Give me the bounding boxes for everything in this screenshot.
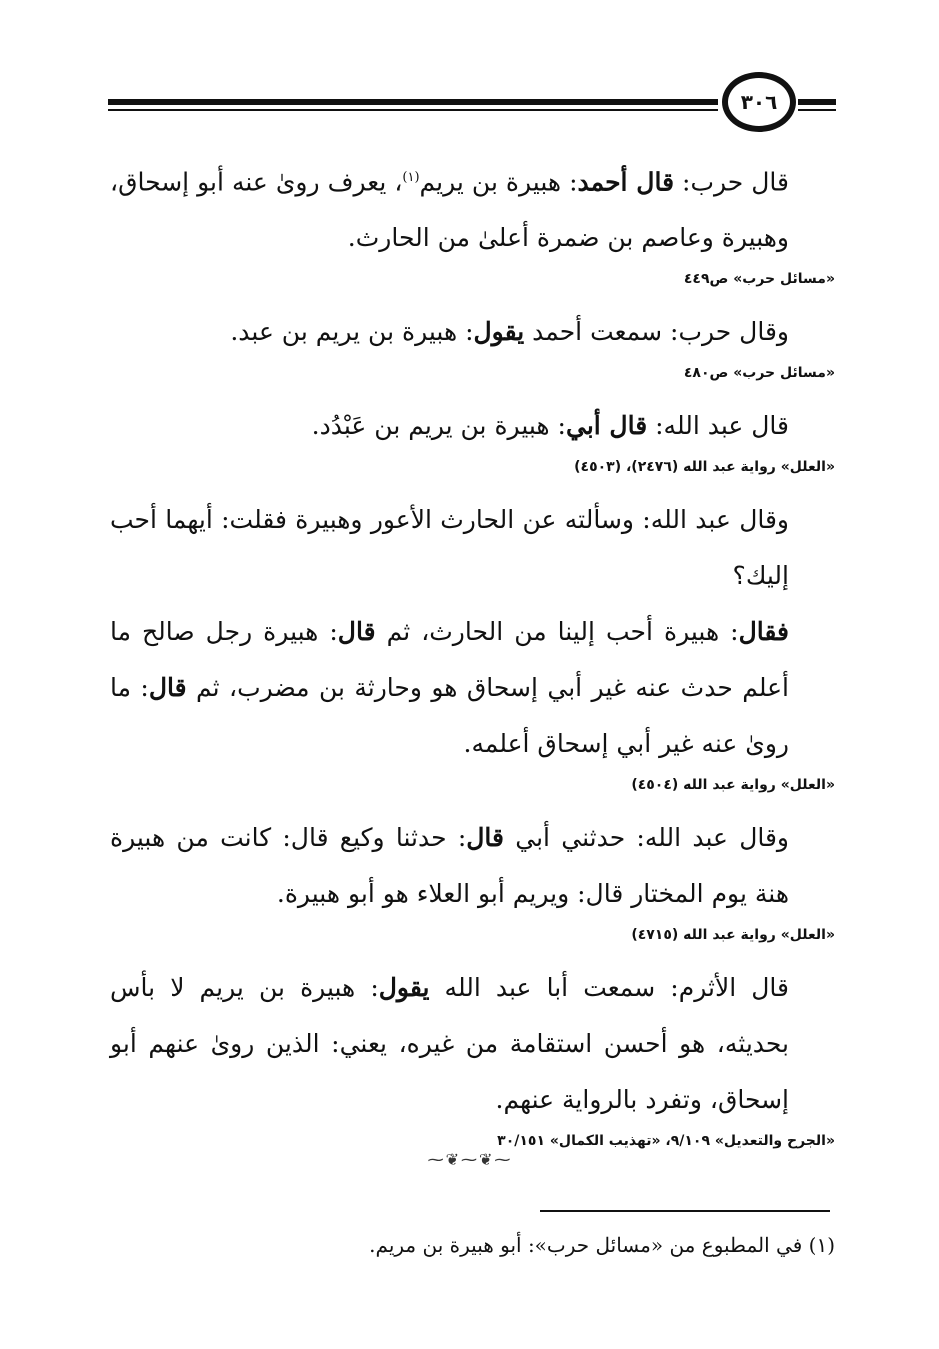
- entry-3: [110, 398, 835, 454]
- entry-4-bold: قال: [337, 617, 376, 647]
- entry-4-bold: قال: [148, 673, 187, 703]
- entry-6: [110, 960, 835, 1128]
- entry-4-reference: «العلل» رواية عبد الله (٤٥٠٤): [631, 777, 835, 794]
- header-rule-right-thin: [798, 109, 836, 111]
- entry-1-reference: «مسائل حرب» ص٤٤٩: [683, 271, 835, 288]
- entry-5-bold: قال: [466, 823, 504, 853]
- entry-5-text: وقال عبد الله: حدثني أبي: [504, 823, 790, 853]
- entry-1-text: : هبيرة بن يريم: [419, 167, 578, 197]
- entry-3-bold: قال أبي: [565, 411, 648, 441]
- header-rule: [108, 99, 718, 105]
- section-ornament: ⁓❦⁓❦⁓: [427, 1150, 513, 1169]
- footnote-number: (١): [808, 1233, 835, 1257]
- footnote-text: في المطبوع من «مسائل حرب»: أبو هبيرة بن مريم.: [369, 1233, 809, 1257]
- entry-6-text: : هبيرة بن يريم لا بأس بحديثه، هو أحسن استقامة من غيره، يعني: الذين روىٰ عنهم أبو إسحاق، وتفرد بالرواية عنهم.: [110, 973, 789, 1115]
- page-number: ٣٠٦: [722, 72, 796, 132]
- entry-2-text: وقال حرب: سمعت أحمد: [524, 317, 789, 347]
- entry-1-text: ، يعرف روىٰ عنه أبو إسحاق، وهبيرة وعاصم بن ضمرة أعلىٰ من الحارث.: [110, 167, 789, 253]
- entry-4-answer: [110, 604, 835, 772]
- header-rule-thin: [108, 109, 718, 111]
- footnote-marker: (١): [402, 170, 420, 185]
- main-text: [110, 150, 835, 1166]
- entry-2-reference: «مسائل حرب» ص٤٨٠: [683, 365, 835, 382]
- entry-4-text: : هبيرة أحب إلينا من الحارث، ثم: [375, 617, 739, 647]
- entry-6-text: قال الأثرم: سمعت أبا عبد الله: [429, 973, 789, 1003]
- entry-2-bold: يقول: [473, 317, 525, 347]
- header-rule-right: [798, 99, 836, 105]
- entry-1: [110, 150, 835, 266]
- entry-5-text: : حدثنا وكيع قال: كانت من هبيرة هنة يوم المختار قال: ويريم أبو العلاء هو أبو هبيرة.: [110, 823, 789, 909]
- entry-2-text: : هبيرة بن يريم بن عبد.: [230, 317, 474, 347]
- entry-3-reference: «العلل» رواية عبد الله (٢٤٧٦)، (٤٥٠٣): [574, 459, 835, 476]
- entry-1-text: قال حرب:: [674, 167, 789, 197]
- entry-4-text: : هبيرة رجل صالح ما أعلم حدث عنه غير أبي إسحاق هو وحارثة بن مضرب، ثم: [110, 617, 789, 703]
- entry-3-text: : هبيرة بن يريم بن عَبْدُد.: [311, 411, 566, 441]
- entry-4-text: : ما روىٰ عنه غير أبي إسحاق أعلمه.: [110, 673, 789, 759]
- entry-5-reference: «العلل» رواية عبد الله (٤٧١٥): [631, 927, 835, 944]
- entry-4-question: [110, 492, 835, 604]
- entry-6-bold: يقول: [378, 973, 430, 1003]
- entry-2: [110, 304, 835, 360]
- entry-4-text: وقال عبد الله: وسألته عن الحارث الأعور وهبيرة فقلت: أيهما أحب إليك؟: [110, 505, 789, 591]
- footnote: [300, 1225, 835, 1265]
- entry-5: [110, 810, 835, 922]
- entry-6-reference: «الجرح والتعديل» ٩/١٠٩، «تهذيب الكمال» ٣٠/١٥١: [497, 1133, 835, 1150]
- entry-4-bold: فقال: [738, 617, 789, 647]
- page-header: [108, 72, 836, 136]
- footnote-divider: [540, 1210, 830, 1212]
- entry-3-text: قال عبد الله:: [647, 411, 789, 441]
- entry-1-bold: قال أحمد: [577, 167, 675, 197]
